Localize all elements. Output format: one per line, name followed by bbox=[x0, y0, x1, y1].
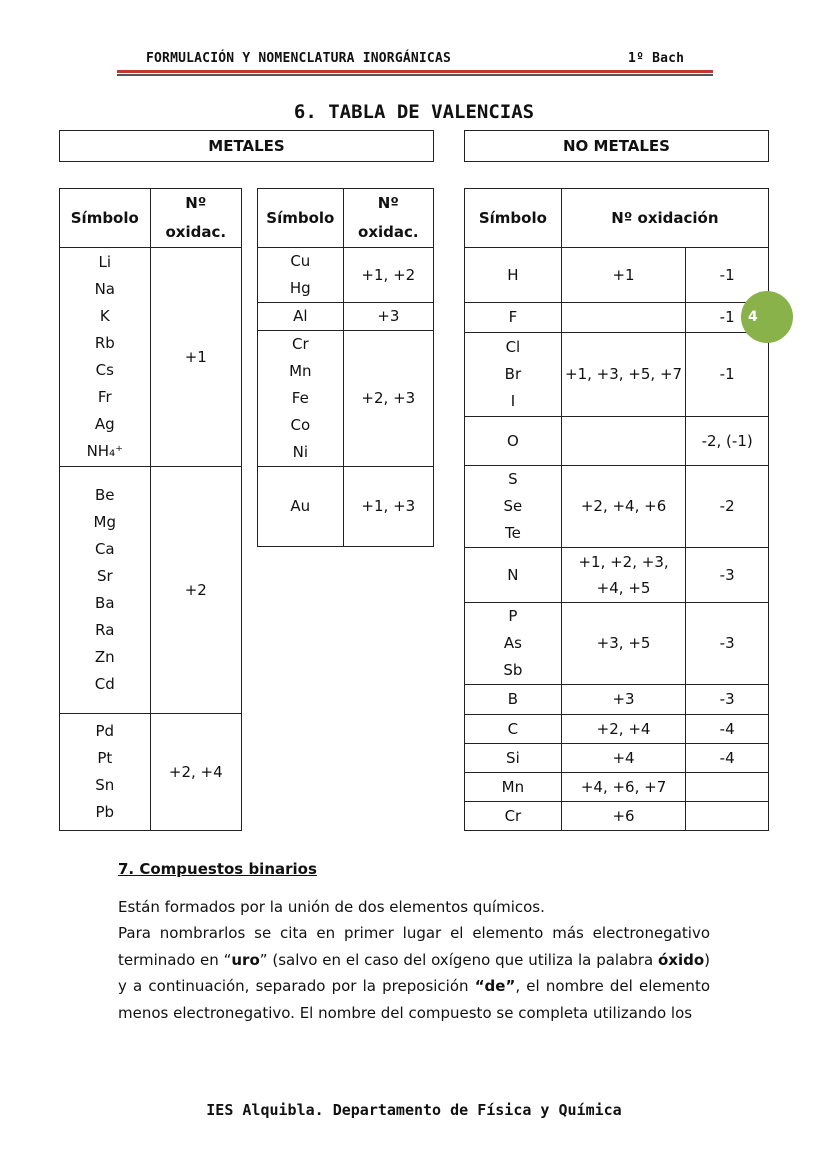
negative-oxidation: -2, (-1) bbox=[686, 417, 769, 466]
element-symbol: K bbox=[99, 307, 110, 325]
element-symbol: Zn bbox=[94, 648, 115, 666]
element-symbol: Cl bbox=[505, 338, 521, 356]
element-symbol: Cd bbox=[94, 675, 115, 693]
element-symbol: Mn bbox=[289, 362, 312, 380]
para-text: ” (salvo en el caso del oxígeno que utiliza la palabra bbox=[259, 950, 658, 969]
element-symbol: Pd bbox=[95, 722, 115, 740]
element-symbol: Mn bbox=[465, 773, 562, 802]
para-bold-oxido: óxido bbox=[657, 950, 705, 969]
element-symbol: Br bbox=[504, 365, 522, 383]
positive-oxidation bbox=[561, 303, 685, 333]
header-rule bbox=[117, 74, 713, 76]
group-symbols bbox=[258, 331, 344, 467]
element-symbol: Te bbox=[504, 524, 521, 542]
element-symbol: Cr bbox=[465, 802, 562, 831]
para-text: ) y a continuación, separado por la preposición bbox=[118, 950, 711, 995]
element-symbol: P bbox=[508, 607, 518, 625]
positive-oxidation: +4, +6, +7 bbox=[561, 773, 685, 802]
metals-table-2 bbox=[257, 188, 434, 547]
element-symbol: Cu bbox=[290, 252, 311, 270]
element-symbol: Au bbox=[258, 467, 344, 547]
para-text: Para nombrarlos se cita en primer lugar el elemento más electronegativo terminado en “ bbox=[118, 924, 710, 969]
element-symbol: As bbox=[503, 634, 522, 652]
element-symbol: Al bbox=[258, 303, 344, 331]
oxidation-value: +2 bbox=[150, 467, 241, 714]
element-symbol: Sr bbox=[96, 567, 113, 585]
negative-oxidation: -3 bbox=[686, 603, 769, 685]
positive-oxidation bbox=[561, 417, 685, 466]
element-symbol: S bbox=[508, 470, 518, 488]
negative-oxidation: -4 bbox=[686, 744, 769, 773]
positive-oxidation: +6 bbox=[561, 802, 685, 831]
section7-paragraph bbox=[118, 920, 710, 1026]
element-symbol: Ca bbox=[94, 540, 115, 558]
element-symbol: Hg bbox=[289, 279, 311, 297]
negative-oxidation: -1 bbox=[686, 333, 769, 417]
element-symbol: F bbox=[465, 303, 562, 333]
oxidation-value: +2, +4 bbox=[150, 714, 241, 831]
element-symbol: O bbox=[465, 417, 562, 466]
header-n-oxidac-line2: oxidac. bbox=[165, 223, 227, 241]
negative-oxidation: -2 bbox=[686, 466, 769, 548]
group-symbols bbox=[465, 603, 562, 685]
negative-oxidation: -3 bbox=[686, 548, 769, 603]
element-symbol: N bbox=[465, 548, 562, 603]
element-symbol: Fe bbox=[291, 389, 309, 407]
element-symbol: Ag bbox=[94, 415, 115, 433]
group-symbols bbox=[60, 248, 151, 467]
group-symbols bbox=[465, 466, 562, 548]
element-symbol: H bbox=[465, 248, 562, 303]
negative-oxidation: -1 bbox=[686, 303, 769, 333]
header-simbolo: Símbolo bbox=[465, 189, 562, 248]
negative-oxidation bbox=[686, 802, 769, 831]
positive-oxidation: +2, +4 bbox=[561, 715, 685, 744]
footer: IES Alquibla. Departamento de Física y Química bbox=[206, 1101, 622, 1119]
header-n-oxidac-line2: oxidac. bbox=[358, 223, 419, 241]
negative-oxidation: -1 bbox=[686, 248, 769, 303]
element-symbol: B bbox=[465, 685, 562, 715]
element-symbol: Ba bbox=[95, 594, 115, 612]
element-symbol: Rb bbox=[94, 334, 115, 352]
header-simbolo: Símbolo bbox=[60, 189, 151, 248]
metals-table-1 bbox=[59, 188, 242, 831]
header-simbolo: Símbolo bbox=[258, 189, 344, 248]
positive-oxidation: +4 bbox=[561, 744, 685, 773]
positive-oxidation: +1, +2, +3, +4, +5 bbox=[561, 548, 685, 603]
para-bold-de: “de” bbox=[474, 977, 516, 995]
oxidation-value: +1, +2 bbox=[343, 248, 433, 303]
oxidation-value: +1, +3 bbox=[343, 467, 433, 547]
element-symbol: Li bbox=[98, 253, 112, 271]
element-symbol: NH₄⁺ bbox=[86, 442, 123, 460]
section7-title: 7. Compuestos binarios bbox=[118, 860, 317, 878]
header-n-oxidac-line1: Nº bbox=[377, 194, 399, 212]
nonmetals-table bbox=[464, 188, 769, 831]
header-title: FORMULACIÓN Y NOMENCLATURA INORGÁNICAS bbox=[146, 51, 452, 66]
element-symbol: Pt bbox=[97, 749, 113, 767]
group-symbols bbox=[465, 333, 562, 417]
no-metales-label: NO METALES bbox=[464, 130, 769, 162]
page-number: 4 bbox=[748, 309, 758, 325]
element-symbol: Sn bbox=[95, 776, 115, 794]
element-symbol: Si bbox=[465, 744, 562, 773]
group-symbols bbox=[258, 248, 344, 303]
element-symbol: Cs bbox=[95, 361, 114, 379]
group-symbols bbox=[60, 467, 151, 714]
element-symbol: Ra bbox=[95, 621, 115, 639]
positive-oxidation: +2, +4, +6 bbox=[561, 466, 685, 548]
section7-line1: Están formados por la unión de dos elementos químicos. bbox=[118, 898, 545, 916]
positive-oxidation: +3, +5 bbox=[561, 603, 685, 685]
element-symbol: Fr bbox=[97, 388, 112, 406]
page-number-badge bbox=[741, 291, 793, 343]
element-symbol: Co bbox=[290, 416, 311, 434]
positive-oxidation: +3 bbox=[561, 685, 685, 715]
negative-oxidation: -4 bbox=[686, 715, 769, 744]
element-symbol: Cr bbox=[291, 335, 309, 353]
oxidation-value: +2, +3 bbox=[343, 331, 433, 467]
header-n-oxidac-line1: Nº bbox=[185, 194, 207, 212]
para-bold-uro: uro bbox=[231, 950, 260, 969]
negative-oxidation: -3 bbox=[686, 685, 769, 715]
element-symbol: Sb bbox=[503, 661, 523, 679]
oxidation-value: +1 bbox=[150, 248, 241, 467]
oxidation-value: +3 bbox=[343, 303, 433, 331]
element-symbol: Pb bbox=[95, 803, 115, 821]
element-symbol: Mg bbox=[93, 513, 117, 531]
header-n-oxidacion: Nº oxidación bbox=[561, 189, 768, 248]
header-n-oxidac bbox=[150, 189, 241, 248]
header-course: 1º Bach bbox=[628, 51, 685, 66]
element-symbol: C bbox=[465, 715, 562, 744]
positive-oxidation: +1 bbox=[561, 248, 685, 303]
element-symbol: Ni bbox=[292, 443, 308, 461]
para-text: , el nombre del elemento menos electronegativo. El nombre del compuesto se completa utilizando los bbox=[118, 977, 711, 1022]
group-symbols bbox=[60, 714, 151, 831]
positive-oxidation: +1, +3, +5, +7 bbox=[561, 333, 685, 417]
negative-oxidation bbox=[686, 773, 769, 802]
metales-label: METALES bbox=[59, 130, 434, 162]
element-symbol: Se bbox=[503, 497, 523, 515]
header-n-oxidac bbox=[343, 189, 433, 248]
element-symbol: Be bbox=[95, 486, 115, 504]
header-rule-accent bbox=[117, 70, 713, 73]
element-symbol: I bbox=[510, 392, 516, 410]
element-symbol: Na bbox=[94, 280, 115, 298]
section-title: 6. TABLA DE VALENCIAS bbox=[293, 101, 535, 123]
